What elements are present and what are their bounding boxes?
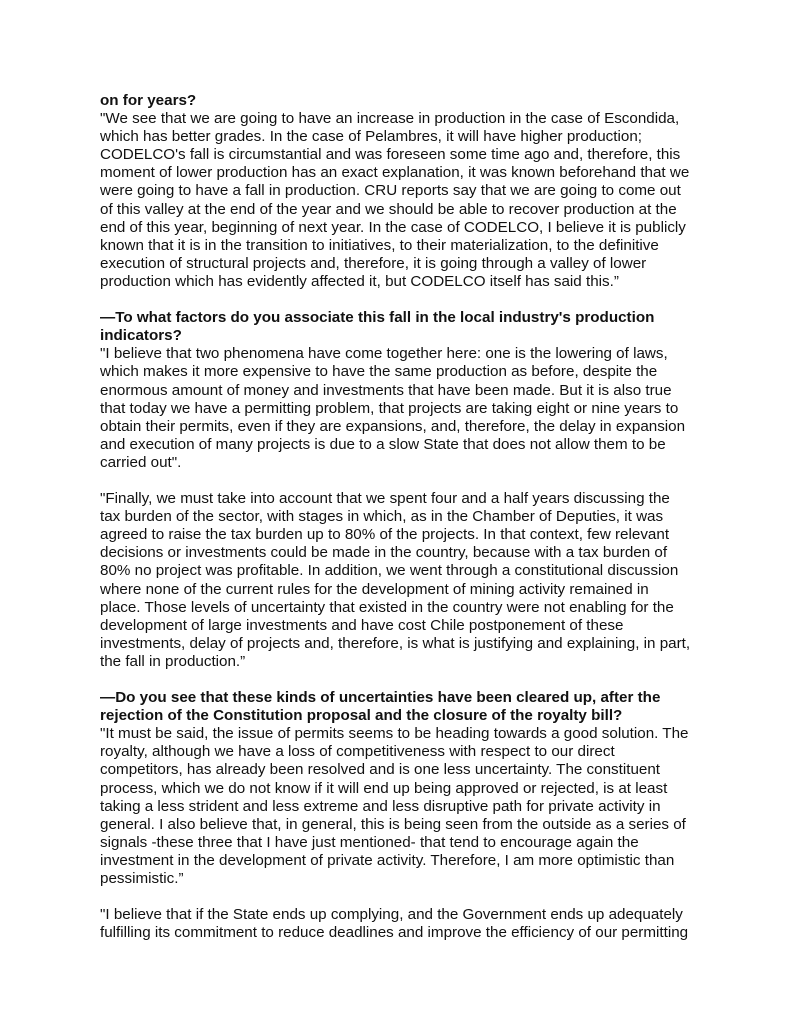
text-line: competitors, has already been resolved and is one less uncertainty. The constituent (100, 761, 661, 779)
interview-answer (100, 490, 740, 671)
text-line: that today we have a permitting problem, that projects are taking eight or nine years to (100, 399, 679, 417)
text-line: development of large investments and have cost Chile postponement of these (100, 616, 624, 634)
interview-question (100, 92, 740, 110)
text-line: execution of structural projects and, therefore, it is going through a valley of lower (100, 254, 647, 272)
text-line: agreed to raise the tax burden up to 80% of the projects. In that context, few relevant (100, 526, 670, 544)
text-line: taking a less strident and less extreme and less disruptive path for private activity in (100, 797, 661, 815)
text-line: royalty, although we have a loss of competitiveness with respect to our direct (100, 743, 615, 761)
text-line: obtain their permits, even if they are expansions, and, therefore, the delay in expansion (100, 417, 686, 435)
text-line: CODELCO's fall is circumstantial and was foreseen some time ago and, therefore, this (100, 146, 681, 164)
text-line: "It must be said, the issue of permits seems to be heading towards a good solution. The (100, 725, 689, 743)
text-line: rejection of the Constitution proposal and the closure of the royalty bill? (100, 707, 623, 725)
text-line: tax burden of the sector, with stages in which, as in the Chamber of Deputies, it was (100, 508, 664, 526)
text-line: enormous amount of money and investments that have been made. But it is also true (100, 381, 672, 399)
paragraph-spacer (100, 888, 740, 906)
text-line: —Do you see that these kinds of uncertainties have been cleared up, after the (100, 689, 661, 707)
text-line: end of this year, beginning of next year. In the case of CODELCO, I believe it is publicly (100, 218, 686, 236)
interview-answer (100, 725, 740, 888)
paragraph-spacer (100, 472, 740, 490)
interview-answer (100, 110, 740, 291)
document-page (100, 92, 740, 942)
text-line: which makes it more expensive to have the same production as before, despite the (100, 363, 658, 381)
paragraph-spacer (100, 671, 740, 689)
text-line: where none of the current rules for the development of mining activity remained in (100, 580, 649, 598)
text-line: "I believe that if the State ends up complying, and the Government ends up adequately (100, 906, 683, 924)
text-line: "I believe that two phenomena have come together here: one is the lowering of laws, (100, 345, 668, 363)
text-line: production which has evidently affected it, but CODELCO itself has said this.” (100, 272, 619, 290)
text-line: indicators? (100, 327, 182, 345)
paragraph-spacer (100, 291, 740, 309)
text-line: pessimistic.” (100, 870, 184, 888)
text-line: signals -these three that I have just mentioned- that tend to encourage again the (100, 833, 639, 851)
text-line: 80% no project was profitable. In addition, we went through a constitutional discussion (100, 562, 679, 580)
text-line: process, which we do not know if it will end up being approved or rejected, is at least (100, 779, 668, 797)
text-line: —To what factors do you associate this fall in the local industry's production (100, 309, 655, 327)
text-line: known that it is in the transition to initiatives, to their materialization, to the definitive (100, 236, 659, 254)
text-line: investments, delay of projects and, therefore, is what is justifying and explaining, in part, (100, 634, 691, 652)
text-line: general. I also believe that, in general, this is being seen from the outside as a series of (100, 815, 686, 833)
text-line: of this valley at the end of the year and we should be able to recover production at the (100, 200, 677, 218)
interview-answer (100, 345, 740, 472)
text-line: which has better grades. In the case of Pelambres, it will have higher production; (100, 128, 642, 146)
text-line: and execution of many projects is due to a slow State that does not allow them to be (100, 435, 666, 453)
text-line: moment of lower production has an exact explanation, it was known beforehand that we (100, 164, 690, 182)
text-line: investment in the development of private activity. Therefore, I am more optimistic than (100, 851, 675, 869)
text-line: fulfilling its commitment to reduce deadlines and improve the efficiency of our permitting (100, 924, 689, 942)
interview-question (100, 309, 740, 345)
text-line: place. Those levels of uncertainty that existed in the country were not enabling for the (100, 598, 674, 616)
text-line: were going to have a fall in production. CRU reports say that we are going to come out (100, 182, 681, 200)
interview-answer (100, 906, 740, 942)
text-line: decisions or investments could be made in the country, because with a tax burden of (100, 544, 668, 562)
interview-question (100, 689, 740, 725)
text-line: the fall in production.” (100, 652, 246, 670)
text-line: "Finally, we must take into account that we spent four and a half years discussing the (100, 490, 670, 508)
text-line: "We see that we are going to have an increase in production in the case of Escondida, (100, 110, 680, 128)
text-line: on for years? (100, 92, 197, 109)
text-line: carried out". (100, 453, 182, 471)
